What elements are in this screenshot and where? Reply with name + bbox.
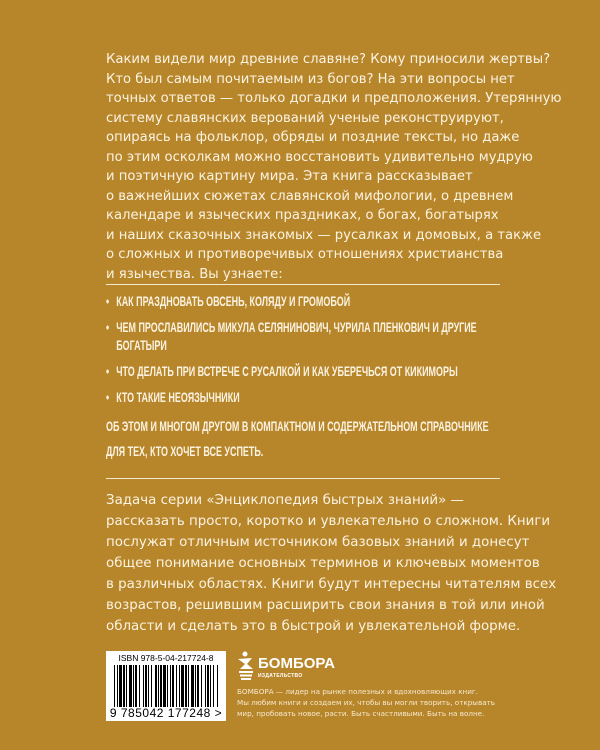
- text-line: ДЛЯ ТЕХ, КТО ХОЧЕТ ВСЕ УСПЕТЬ.: [106, 443, 264, 459]
- barcode-bar: [155, 665, 157, 707]
- barcode-bar: [179, 665, 180, 707]
- barcode-bar: [123, 665, 125, 707]
- barcode-bar: [213, 665, 214, 707]
- barcode-bar: [210, 665, 211, 707]
- barcode-bar: [160, 665, 162, 707]
- text-line: общее понимание основных терминов и ключевых моментов: [106, 556, 540, 571]
- text-line: Задача серии «Энциклопедия быстрых знаний» —: [106, 493, 464, 508]
- text-line: и поэтичную картину мира. Эта книга рассказывает: [106, 169, 473, 184]
- text-line: по этим осколкам можно восстановить удивительно мудрую: [106, 149, 533, 165]
- barcode-digits: 9 785042 177248 >: [109, 706, 223, 720]
- text-line: опираясь на фольклор, обряды и поздние тексты, но даже: [106, 130, 520, 145]
- bullet-list: [106, 292, 541, 472]
- barcode-bar: [151, 665, 152, 707]
- barcode-bar: [176, 665, 177, 707]
- barcode-bar: [117, 665, 118, 707]
- barcode-bar: [197, 665, 199, 707]
- barcode-bar: [135, 665, 137, 707]
- bullet-text: БОГАТЫРИ: [116, 337, 167, 353]
- barcode-bar: [163, 665, 166, 707]
- barcode-bar: [217, 665, 218, 707]
- divider-bottom: [106, 478, 500, 479]
- publisher-subtitle: ИЗДАТЕЛЬСТВО: [258, 673, 303, 679]
- intro-paragraph: [106, 50, 562, 284]
- publisher-name: БОМБОРА: [258, 655, 335, 672]
- bullet-item: • ЧЕМ ПРОСЛАВИЛИСЬ МИКУЛА СЕЛЯНИНОВИЧ, ЧУРИЛА ПЛЕНКОВИЧ И ДРУГИЕ БОГАТЫРИ: [106, 318, 541, 354]
- barcode-bar: [185, 665, 187, 707]
- series-paragraph: [106, 490, 557, 637]
- barcode-bar: [158, 665, 159, 707]
- text-line: рассказать просто, коротко и увлекательно о сложном. Книги: [106, 514, 551, 529]
- text-line: систему славянских верований ученые реконструируют,: [106, 110, 504, 126]
- barcode-bar: [114, 665, 115, 707]
- text-line: области и сделать это в быстрой и увлекательной форме.: [106, 619, 521, 634]
- barcode-bar: [201, 665, 202, 707]
- text-line: о сложных и противоречивых отношениях христианства: [106, 247, 504, 262]
- barcode-bar: [148, 665, 149, 707]
- text-line: Каким видели мир древние славяне? Кому приносили жертвы?: [106, 52, 551, 67]
- barcode-bar: [129, 665, 132, 707]
- text-line: возрастов, решившим расширить свои знания в той или иной: [106, 598, 545, 613]
- bullet-item: • КАК ПРАЗДНОВАТЬ ОВСЕНЬ, КОЛЯДУ И ГРОМОБОЙ: [106, 293, 351, 309]
- text-line: о важнейших сюжетах славянской мифологии, о древнем: [106, 188, 514, 204]
- text-line: Мы любим книги и создаем их, чтобы вы могли творить, открывать: [237, 698, 496, 707]
- bullet-text: КАК ПРАЗДНОВАТЬ ОВСЕНЬ, КОЛЯДУ И ГРОМОБОЙ: [116, 293, 351, 309]
- barcode-bar: [205, 665, 206, 707]
- barcode-bar: [172, 665, 174, 707]
- text-line: Кто был самым почитаемым из богов? На эти вопросы нет: [106, 71, 515, 87]
- isbn-text: ISBN 978-5-04-217724-8: [118, 653, 214, 663]
- isbn-barcode: [106, 651, 226, 721]
- text-line: в различных областях. Книги будут интересны читателям всех: [106, 577, 557, 592]
- barcode-bar: [139, 665, 140, 707]
- barcode-bar: [191, 665, 194, 707]
- divider-top: [106, 284, 500, 285]
- text-line: ОБ ЭТОМ И МНОГОМ ДРУГОМ В КОМПАКТНОМ И СОДЕРЖАТЕЛЬНОМ СПРАВОЧНИКЕ: [106, 418, 489, 434]
- text-line: и язычества. Вы узнаете:: [106, 266, 283, 282]
- text-line: БОМБОРА — лидер на рынке полезных и вдохновляющих книг.: [237, 687, 478, 696]
- text-line: мир, пробовать новое, расти. Быть счастливыми. Быть на волне.: [237, 709, 485, 718]
- bullet-text: ЧТО ДЕЛАТЬ ПРИ ВСТРЕЧЕ С РУСАЛКОЙ И КАК УБЕРЕЧЬСЯ ОТ КИКИМОРЫ: [116, 363, 458, 379]
- barcode-bar: [170, 665, 171, 707]
- bullet-item: • КТО ТАКИЕ НЕОЯЗЫЧНИКИ: [106, 389, 240, 405]
- publisher-logo: [236, 651, 335, 685]
- barcode-bars: [114, 665, 218, 707]
- barcode-bar: [207, 665, 209, 707]
- barcode-bar: [119, 665, 122, 707]
- barcode-bar: [195, 665, 196, 707]
- runner-icon: [236, 651, 256, 681]
- bullet-text: КТО ТАКИЕ НЕОЯЗЫЧНИКИ: [116, 389, 240, 405]
- text-line: и наших сказочных знакомых — русалках и домовых, а также: [106, 227, 542, 243]
- publisher-about: [237, 686, 495, 719]
- barcode-bar: [126, 665, 127, 707]
- barcode-bar: [145, 665, 147, 707]
- text-line: календаре и языческих праздниках, о богах, богатырях: [106, 208, 499, 223]
- closing-text: [106, 414, 541, 464]
- text-line: точных ответов — только догадки и предположения. Утерянную: [106, 91, 562, 106]
- text-line: послужат отличным источником базовых знаний и донесут: [106, 535, 530, 550]
- barcode-bar: [167, 665, 168, 707]
- barcode-bar: [188, 665, 189, 707]
- bullet-text: ЧЕМ ПРОСЛАВИЛИСЬ МИКУЛА СЕЛЯНИНОВИЧ, ЧУРИЛА ПЛЕНКОВИЧ И ДРУГИЕ: [116, 319, 477, 335]
- barcode-bar: [181, 665, 184, 707]
- bullet-item: • ЧТО ДЕЛАТЬ ПРИ ВСТРЕЧЕ С РУСАЛКОЙ И КАК УБЕРЕЧЬСЯ ОТ КИКИМОРЫ: [106, 363, 458, 379]
- barcode-bar: [143, 665, 144, 707]
- barcode-bar: [133, 665, 134, 707]
